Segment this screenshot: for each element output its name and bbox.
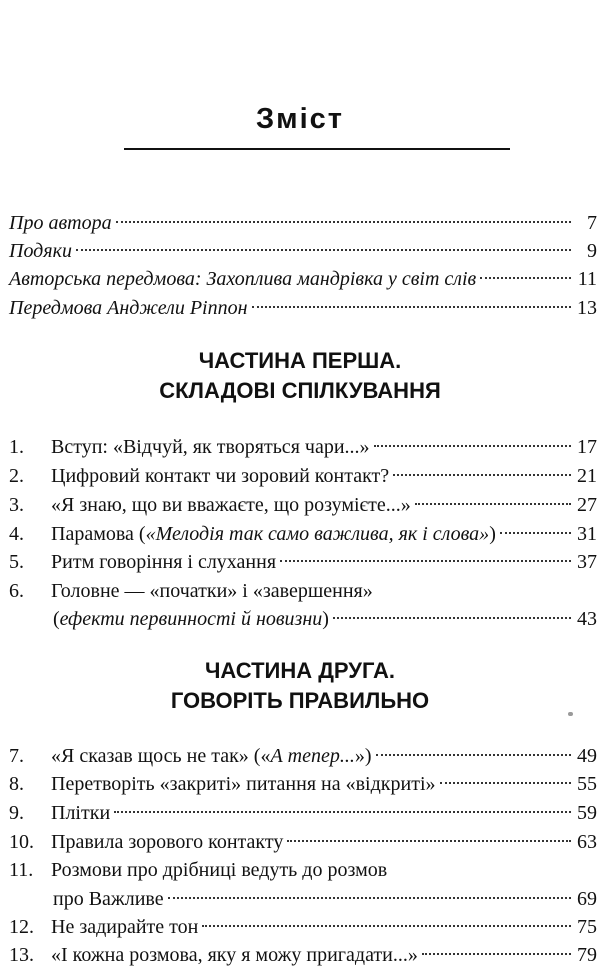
toc-entry-11[interactable] — [9, 854, 597, 886]
dot-leader — [114, 811, 571, 813]
dot-leader — [252, 306, 571, 308]
entry-text: Не задирайте тон — [51, 916, 199, 938]
entry-text: Плітки — [51, 802, 111, 824]
dot-leader — [440, 782, 571, 784]
entry-number: 6. — [9, 580, 24, 602]
entry-page: 43 — [577, 608, 597, 630]
entry-number: 7. — [9, 745, 24, 767]
toc-entry-6-continued[interactable] — [53, 603, 597, 635]
toc-entry-1[interactable] — [9, 431, 597, 463]
entry-text: Авторська передмова: Захоплива мандрівка у світ слів — [9, 268, 477, 290]
toc-entry-13[interactable] — [9, 939, 597, 971]
dot-leader — [393, 474, 571, 476]
entry-text-c: ) — [322, 608, 329, 630]
dot-leader — [116, 221, 571, 223]
entry-text-b: ефекти первинності й новизни — [59, 608, 323, 630]
print-speck — [568, 712, 573, 716]
entry-number: 8. — [9, 773, 24, 795]
entry-text-c: ») — [354, 745, 372, 767]
entry-number: 3. — [9, 494, 24, 516]
entry-page: 75 — [577, 916, 597, 938]
dot-leader — [415, 503, 571, 505]
toc-entry-author-preface[interactable] — [9, 263, 597, 295]
entry-page: 17 — [577, 436, 597, 458]
title-rule — [124, 148, 510, 150]
entry-number: 4. — [9, 523, 24, 545]
dot-leader — [422, 953, 571, 955]
page-title: Зміст — [255, 103, 344, 135]
entry-page: 55 — [577, 773, 597, 795]
entry-number: 11. — [9, 859, 34, 881]
entry-number: 9. — [9, 802, 24, 824]
entry-page: 27 — [577, 494, 597, 516]
toc-entry-rippon-preface[interactable] — [9, 292, 597, 324]
entry-page: 11 — [577, 268, 597, 290]
entry-text: «Я знаю, що ви вважаєте, що розумієте...» — [51, 494, 411, 516]
entry-page: 59 — [577, 802, 597, 824]
entry-text-b: «Мелодія так само важлива, як і слова» — [145, 523, 490, 545]
entry-number: 13. — [9, 944, 34, 966]
entry-page: 31 — [577, 523, 597, 545]
entry-text: Розмови про дрібниці ведуть до розмов — [51, 859, 388, 881]
entry-text-a: «Я сказав щось не так» (« — [51, 745, 271, 767]
part2-heading-line2: ГОВОРІТЬ ПРАВИЛЬНО — [170, 688, 430, 713]
entry-page: 63 — [577, 831, 597, 853]
entry-page: 37 — [577, 551, 597, 573]
entry-text: «І кожна розмова, яку я можу пригадати...» — [51, 944, 418, 966]
dot-leader — [280, 560, 571, 562]
dot-leader — [480, 277, 571, 279]
dot-leader — [376, 754, 571, 756]
entry-page: 49 — [577, 745, 597, 767]
dot-leader — [76, 249, 571, 251]
entry-number: 12. — [9, 916, 34, 938]
entry-text: Цифровий контакт чи зоровий контакт? — [51, 465, 390, 487]
entry-page: 7 — [587, 212, 597, 234]
entry-text: Подяки — [9, 240, 72, 262]
entry-page: 79 — [577, 944, 597, 966]
entry-text: Головне — «початки» і «завершення» — [51, 580, 373, 602]
toc-entry-8[interactable] — [9, 768, 597, 800]
entry-text: Вступ: «Відчуй, як творяться чари...» — [51, 436, 370, 458]
entry-text-b: А тепер... — [270, 745, 355, 767]
dot-leader — [202, 925, 571, 927]
entry-text: Ритм говоріння і слухання — [51, 551, 277, 573]
entry-text: Передмова Анджели Ріппон — [9, 297, 248, 319]
entry-page: 13 — [577, 297, 597, 319]
dot-leader — [333, 617, 571, 619]
entry-text: про Важливе — [53, 888, 164, 910]
entry-page: 69 — [577, 888, 597, 910]
part2-heading-line1: ЧАСТИНА ДРУГА. — [204, 658, 396, 683]
dot-leader — [168, 897, 571, 899]
dot-leader — [500, 532, 571, 534]
toc-entry-2[interactable] — [9, 460, 597, 492]
dot-leader — [374, 445, 571, 447]
entry-page: 21 — [577, 465, 597, 487]
entry-page: 9 — [587, 240, 597, 262]
entry-text — [53, 603, 329, 635]
entry-number: 10. — [9, 831, 34, 853]
entry-text-a: Парамова ( — [51, 523, 146, 545]
entry-number: 1. — [9, 436, 24, 458]
entry-number: 2. — [9, 465, 24, 487]
part1-heading-line2: СКЛАДОВІ СПІЛКУВАННЯ — [159, 378, 441, 403]
toc-entry-3[interactable] — [9, 489, 597, 521]
toc-entry-5[interactable] — [9, 546, 597, 578]
entry-text: Правила зорового контакту — [51, 831, 284, 853]
toc-entry-9[interactable] — [9, 797, 597, 829]
entry-text: Про автора — [9, 212, 112, 234]
entry-text-c: ) — [489, 523, 496, 545]
part1-heading-line1: ЧАСТИНА ПЕРША. — [198, 348, 402, 373]
dot-leader — [287, 840, 571, 842]
entry-text-a: ( — [53, 608, 60, 630]
entry-text: Перетворіть «закриті» питання на «відкриті» — [51, 773, 436, 795]
entry-number: 5. — [9, 551, 24, 573]
